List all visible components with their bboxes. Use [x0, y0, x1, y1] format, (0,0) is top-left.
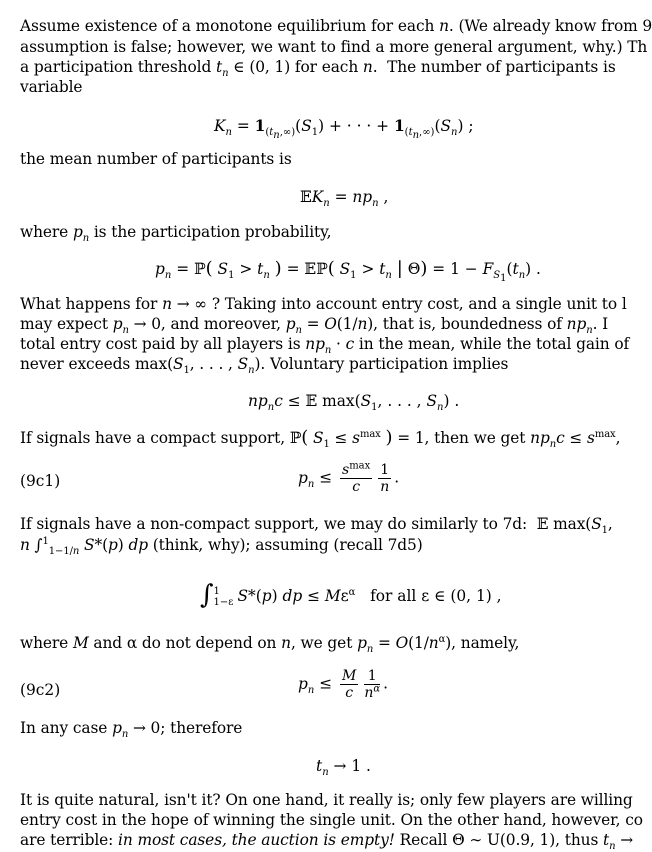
equation-tag-9c2: (9c2) — [20, 681, 61, 699]
equation-integral: ∫1 1−ε S*(p) dp ≤ $M\varepsilon^\alpha$ for all ε ∈ (0, 1) , — [200, 579, 502, 610]
equation-mean: 𝔼K$_n$ = $np_n$ , — [300, 188, 389, 210]
paragraph-line: It is quite natural, isn't it? On one hand, it really is; only few players are willing — [20, 791, 633, 809]
paragraph-line: If signals have a compact support, ℙ( $S_1 \le s^{max}$ ) = 1, then we get $np_nc \le s^{max}$, — [20, 427, 621, 451]
equation-tn-limit: $t_n \to 1$ . — [316, 757, 371, 779]
paragraph-line: total entry cost paid by all players is $np_n \cdot c$ in the mean, while the total gain of — [20, 335, 630, 357]
equation-cost: $np_nc$ ≤ 𝔼 $\max(S_1$, . . . , $S_n$) . — [248, 392, 460, 414]
paragraph-line: n ∫$^1_{1-1/n}$ S*(p) dp (think, why); assuming (recall 7d5) — [20, 535, 423, 558]
paragraph-line: variable — [20, 78, 83, 96]
paragraph-line: If signals have a non-compact support, we may do similarly to 7d: 𝔼 $\max(S_1$, — [20, 515, 613, 537]
paragraph-line: entry cost in the hope of winning the single unit. On the other hand, however, co — [20, 811, 643, 829]
equation-tag-9c1: (9c1) — [20, 472, 61, 490]
paragraph-line: the mean number of participants is — [20, 150, 292, 168]
paragraph-line: a participation threshold $t_n$ ∈ (0, 1) for each n. The number of participants is — [20, 58, 616, 80]
paragraph-line: may expect $p_n \to 0$, and moreover, $p_n = O(1/n)$, that is, boundedness of $np_n$. I — [20, 315, 609, 337]
equation-kn: $K_n = 1_{(t_n,\infty)}(S_1)$ + · · · + $1_{(t_n,\infty)}(S_n)$ ; — [214, 117, 474, 142]
paragraph-line: Assume existence of a monotone equilibrium for each n. (We already know from 9 — [20, 17, 652, 35]
paragraph-line: never exceeds $\max(S_1$, . . . , $S_n$). Voluntary participation implies — [20, 355, 509, 377]
equation-9c1: $p_n$ ≤ $\frac{s^{max}}{c}$ $\frac{1}{n}$ . — [298, 460, 400, 495]
paragraph-line: In any case $p_n \to 0$; therefore — [20, 719, 243, 741]
paragraph-line: where $p_n$ is the participation probability, — [20, 223, 332, 245]
paragraph-line: assumption is false; however, we want to find a more general argument, why.) Th — [20, 38, 648, 56]
paragraph-line: where M and α do not depend on n, we get $p_n = O(1/n^\alpha)$, namely, — [20, 633, 520, 656]
equation-9c2: $p_n$ ≤ $\frac{M}{c}$ $\frac{1}{n^\alpha}$ . — [298, 668, 389, 701]
equation-pn: $p_n$ = ℙ( $S_1 > t_n$ ) = 𝔼ℙ( $S_1 > t_n$ | $\Theta) = 1 - F_{S_1}(t_n)$ . — [155, 258, 541, 285]
paragraph-line: What happens for n → ∞ ? Taking into account entry cost, and a single unit to l — [20, 295, 627, 313]
paragraph-line: are terrible: in most cases, the auction is empty! Recall Θ ∼ U(0.9, 1), thus $t_n$ → — [20, 831, 634, 852]
